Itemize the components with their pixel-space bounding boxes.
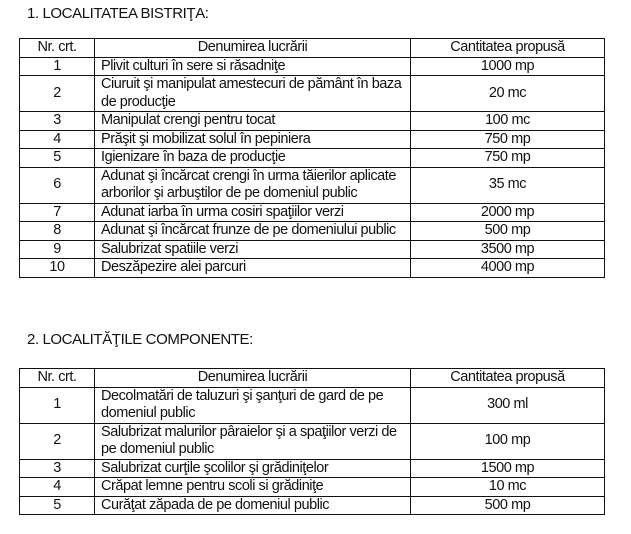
table-row	[20, 130, 605, 149]
cell-nr: 6	[20, 167, 95, 203]
cell-name: Plivit culturi în sere si răsadniţe	[95, 57, 411, 76]
cell-qty: 1500 mp	[411, 459, 605, 478]
cell-nr: 1	[20, 387, 95, 423]
cell-qty: 750 mp	[411, 130, 605, 149]
header-qty: Cantitatea propusă	[411, 39, 605, 58]
table-row	[20, 76, 605, 112]
cell-name: Salubrizat curţile şcolilor şi grădiniţelor	[95, 459, 411, 478]
cell-qty: 20 mc	[411, 76, 605, 112]
table-row	[20, 167, 605, 203]
cell-qty: 10 mc	[411, 478, 605, 497]
cell-nr: 9	[20, 240, 95, 259]
cell-nr: 5	[20, 149, 95, 168]
cell-name: Adunat şi încărcat frunze de pe domeniului public	[95, 222, 411, 241]
cell-name: Deszăpezire alei parcuri	[95, 259, 411, 278]
cell-name: Prăşit şi mobilizat solul în pepiniera	[95, 130, 411, 149]
cell-name: Adunat şi încărcat crengi în urma tăierilor aplicate arborilor şi arbuştilor de pe domeniul public	[95, 167, 411, 203]
header-name: Denumirea lucrării	[95, 39, 411, 58]
cell-name: Decolmatări de taluzuri şi şanţuri de gard de pe domeniul public	[95, 387, 411, 423]
section-1-title: 1. LOCALITATEA BISTRIŢA:	[27, 5, 209, 22]
table-header-row	[20, 369, 605, 388]
table-row	[20, 496, 605, 515]
cell-name: Salubrizat spatiile verzi	[95, 240, 411, 259]
cell-qty: 100 mp	[411, 423, 605, 459]
table-row	[20, 478, 605, 497]
cell-nr: 8	[20, 222, 95, 241]
section-2-title: 2. LOCALITĂŢILE COMPONENTE:	[27, 331, 253, 348]
cell-name: Salubrizat malurilor pâraielor şi a spaţiilor verzi de pe domeniul public	[95, 423, 411, 459]
cell-qty: 35 mc	[411, 167, 605, 203]
cell-qty: 3500 mp	[411, 240, 605, 259]
cell-nr: 10	[20, 259, 95, 278]
cell-name: Adunat iarba în urma cosiri spaţiilor verzi	[95, 203, 411, 222]
cell-qty: 2000 mp	[411, 203, 605, 222]
header-nr: Nr. crt.	[20, 369, 95, 388]
cell-qty: 300 ml	[411, 387, 605, 423]
cell-qty: 750 mp	[411, 149, 605, 168]
cell-qty: 500 mp	[411, 222, 605, 241]
cell-name: Curăţat zăpada de pe domeniul public	[95, 496, 411, 515]
header-name: Denumirea lucrării	[95, 369, 411, 388]
header-nr: Nr. crt.	[20, 39, 95, 58]
works-table-bistrita	[19, 38, 605, 278]
cell-qty: 1000 mp	[411, 57, 605, 76]
table-row	[20, 149, 605, 168]
cell-name: Ciuruit şi manipulat amestecuri de pământ în baza de producţie	[95, 76, 411, 112]
table-row	[20, 459, 605, 478]
works-table-components	[19, 368, 605, 515]
table-row	[20, 203, 605, 222]
cell-nr: 2	[20, 423, 95, 459]
table-row	[20, 112, 605, 131]
cell-nr: 3	[20, 112, 95, 131]
cell-name: Crăpat lemne pentru scoli si grădiniţe	[95, 478, 411, 497]
table-row	[20, 259, 605, 278]
cell-qty: 4000 mp	[411, 259, 605, 278]
table-row	[20, 240, 605, 259]
table-row	[20, 57, 605, 76]
table-row	[20, 387, 605, 423]
cell-nr: 4	[20, 130, 95, 149]
cell-name: Manipulat crengi pentru tocat	[95, 112, 411, 131]
table-row	[20, 222, 605, 241]
table-row	[20, 423, 605, 459]
table-header-row	[20, 39, 605, 58]
cell-qty: 100 mc	[411, 112, 605, 131]
cell-nr: 2	[20, 76, 95, 112]
cell-nr: 4	[20, 478, 95, 497]
cell-qty: 500 mp	[411, 496, 605, 515]
cell-nr: 3	[20, 459, 95, 478]
header-qty: Cantitatea propusă	[411, 369, 605, 388]
cell-name: Igienizare în baza de producţie	[95, 149, 411, 168]
cell-nr: 1	[20, 57, 95, 76]
cell-nr: 5	[20, 496, 95, 515]
cell-nr: 7	[20, 203, 95, 222]
